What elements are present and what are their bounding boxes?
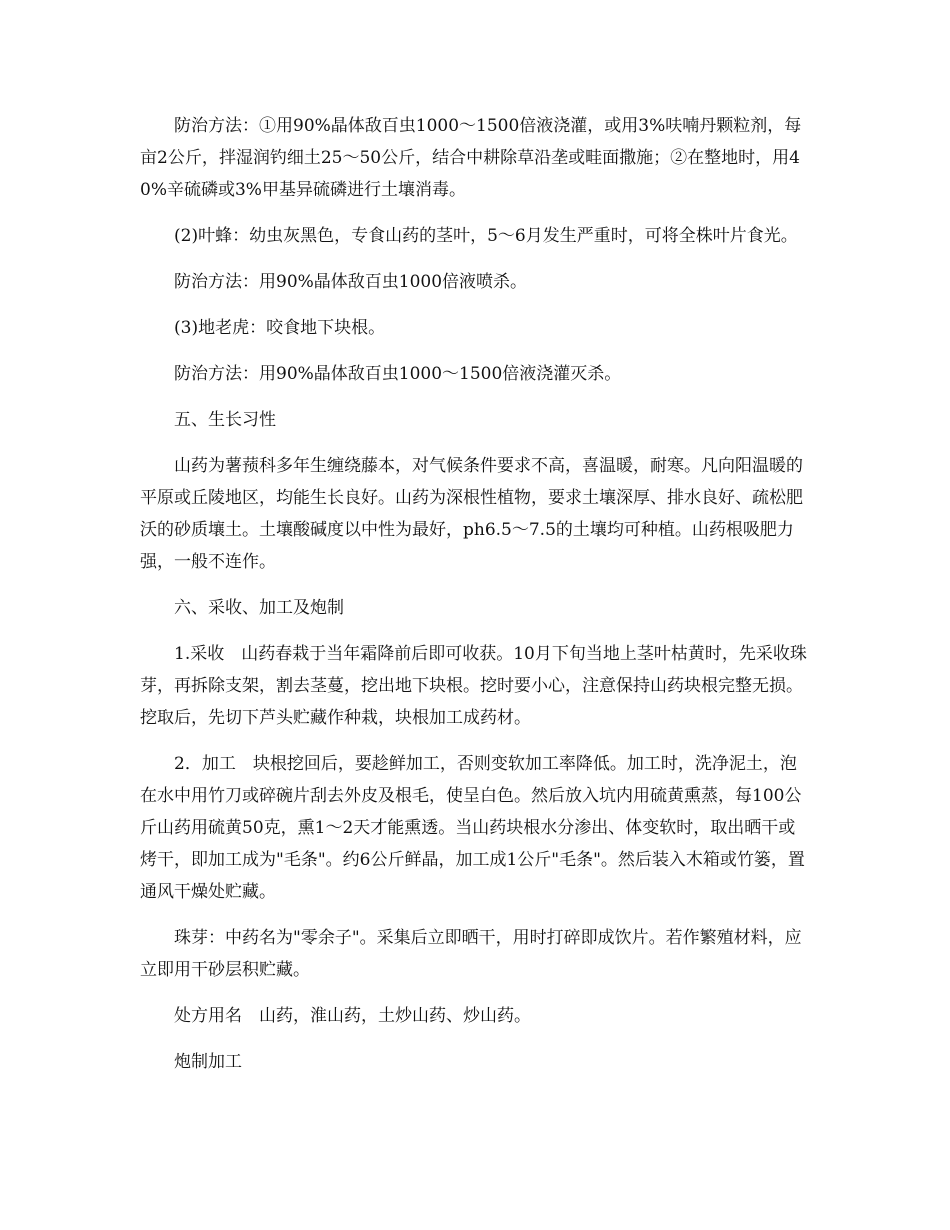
paragraph-growth-habits: 山药为薯蓣科多年生缠绕藤本，对气候条件要求不高，喜温暖，耐寒。凡向阳温暖的平原或丘陵地区，均能生长良好。山药为深根性植物，要求土壤深厚、排水良好、疏松肥沃的砂质壤土。土壤酸碱度以中性为最好，ph6.5～7.5的土壤均可种植。山药根吸肥力强，一般不连作。 <box>140 456 803 572</box>
paragraph-harvest: 1.采收 山药春栽于当年霜降前后即可收获。10月下旬当地上茎叶枯黄时，先采收珠芽，再拆除支架，割去茎蔓，挖出地下块根。挖时要小心，注意保持山药块根完整无损。挖取后，先切下芦头贮藏作种栽，块根加工成药材。 <box>140 644 807 728</box>
paragraph-bulbils: 珠芽：中药名为"零余子"。采集后立即晒干，用时打碎即成饮片。若作繁殖材料，应立即用干砂层积贮藏。 <box>140 928 802 980</box>
paragraph-processing: 2．加工 块根挖回后，要趁鲜加工，否则变软加工率降低。加工时，洗净泥土，泡在水中用竹刀或碎碗片刮去外皮及根毛，使呈白色。然后放入坑内用硫黄熏蒸，每100公斤山药用硫黄50克，熏1～2天才能熏透。当山药块根水分渗出、体变软时，取出晒干或烤干，即加工成为"毛条"。约6公斤鲜晶，加工成1公斤"毛条"。然后装入木箱或竹篓，置通风干燥处贮藏。 <box>140 754 805 902</box>
paragraph-prescription-names: 处方用名 山药，淮山药，土炒山药、炒山药。 <box>174 1006 531 1026</box>
paragraph-cutworm: (3)地老虎：咬食地下块根。 <box>174 318 386 338</box>
paragraph-pest-control-1: 防治方法：①用90%晶体敌百虫1000～1500倍液浇灌，或用3%呋喃丹颗粒剂，每亩2公斤，拌湿润钓细土25～50公斤，结合中耕除草沿垄或畦面撒施；②在整地时，用40%辛硫磷或3%甲基异硫磷进行土壤消毒。 <box>140 116 802 200</box>
paragraph-leaf-sawfly: (2)叶蜂：幼虫灰黑色，专食山药的茎叶，5～6月发生严重时，可将全株叶片食光。 <box>174 226 798 246</box>
document-body <box>140 110 810 1092</box>
paragraph-pest-control-3: 防治方法：用90%晶体敌百虫1000～1500倍液浇灌灭杀。 <box>174 364 622 384</box>
paragraph-processing-heading: 炮制加工 <box>174 1052 242 1072</box>
section-heading-harvest-processing: 六、采收、加工及炮制 <box>174 598 344 618</box>
section-heading-growth-habits: 五、生长习性 <box>174 410 276 430</box>
paragraph-pest-control-2: 防治方法：用90%晶体敌百虫1000倍液喷杀。 <box>174 272 528 292</box>
